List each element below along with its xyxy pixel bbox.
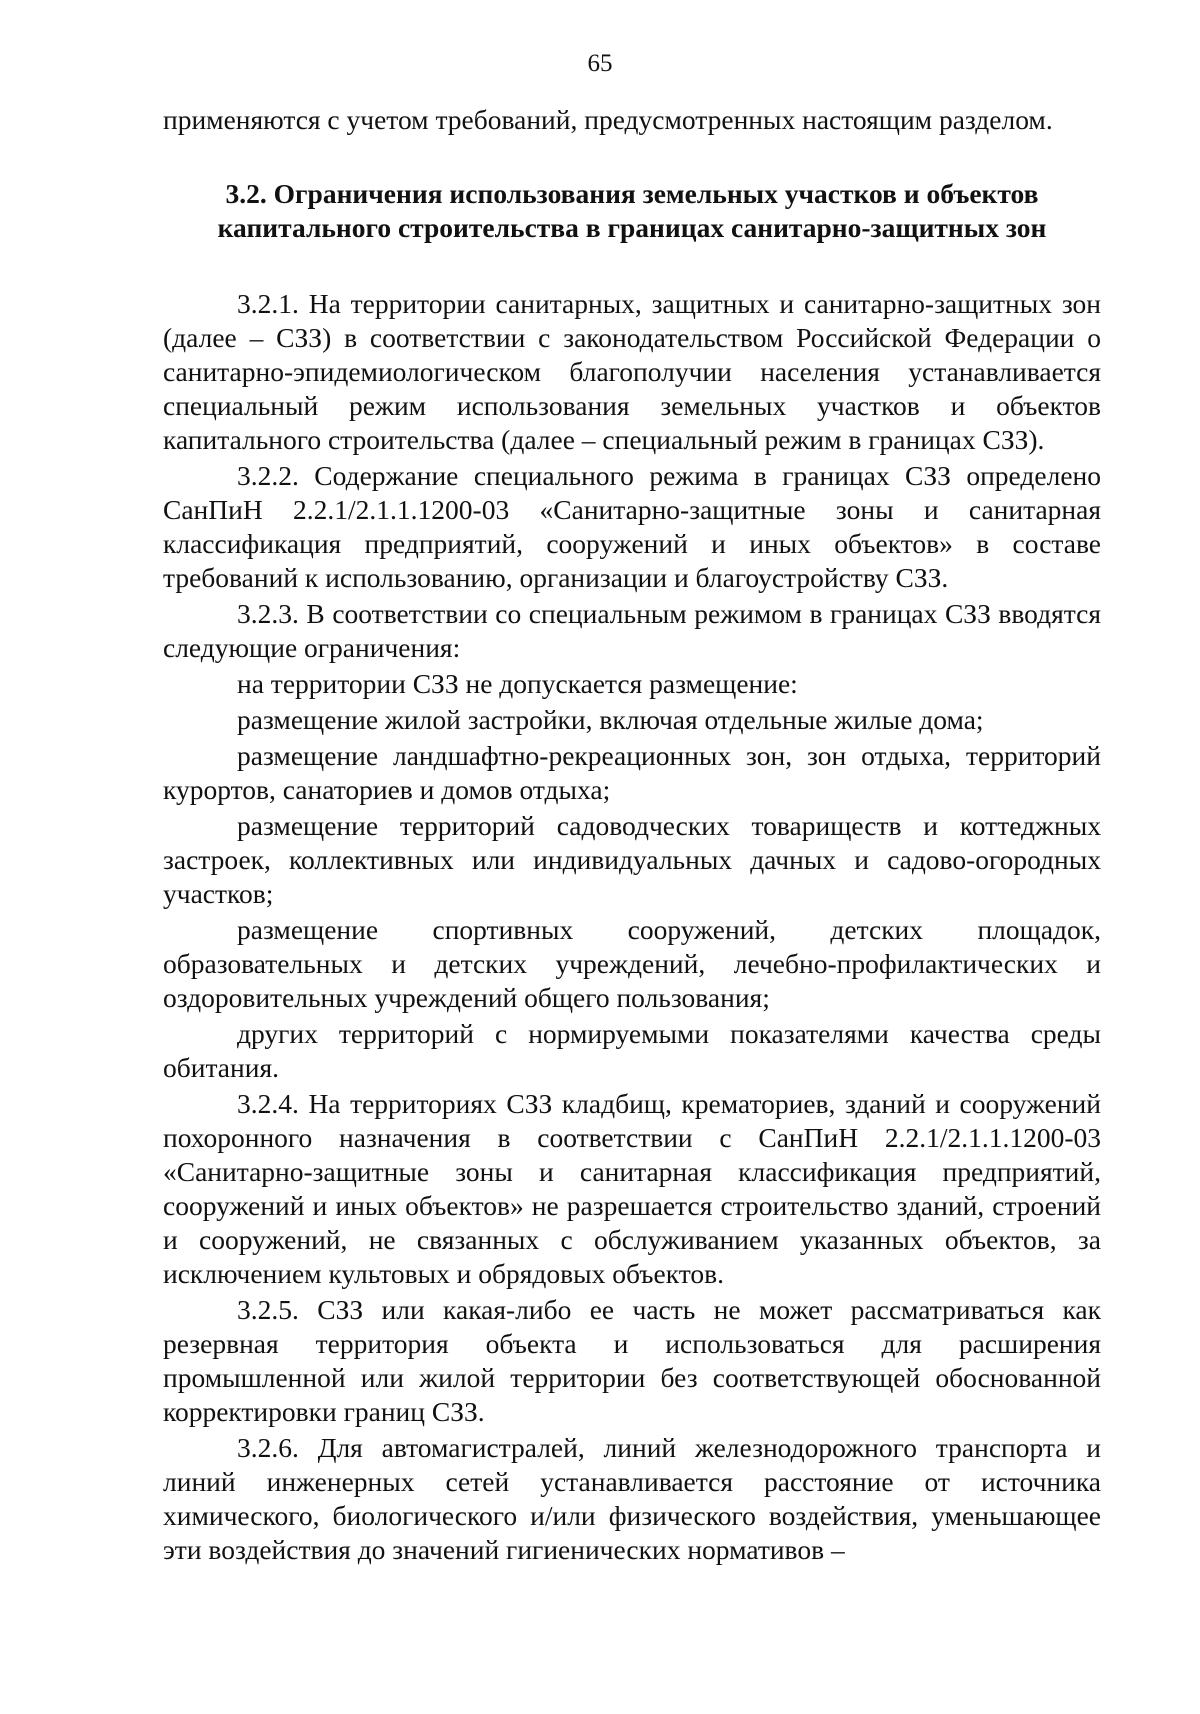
section-heading (163, 177, 1101, 245)
paragraph-3-2-4: 3.2.4. На территориях СЗЗ кладбищ, крематориев, зданий и сооружений похоронного назначения в соответствии с СанПиН 2.2.1/2.1.1.1200-03 «Санитарно-защитные зоны и санитарная классификация предприятий, сооружений и иных объектов» не разрешается строительство зданий, строений и сооружений, не связанных с обслуживанием указанных объектов, за исключением культовых и обрядовых объектов. (163, 1088, 1101, 1289)
paragraph-3-2-3: 3.2.3. В соответствии со специальным режимом в границах СЗЗ вводятся следующие ограничения: (163, 598, 1101, 663)
intro-paragraph: применяются с учетом требований, предусмотренных настоящим разделом. (163, 104, 1053, 135)
list-item-other-territories: других территорий с нормируемыми показателями качества среды обитания. (163, 1018, 1101, 1083)
list-item-gardening: размещение территорий садоводческих товариществ и коттеджных застроек, коллективных или индивидуальных дачных и садово-огородных участков; (163, 810, 1101, 909)
paragraph-3-2-1: 3.2.1. На территории санитарных, защитных и санитарно-защитных зон (далее – СЗЗ) в соответствии с законодательством Российской Федерации о санитарно-эпидемиологическом благополучии населения устанавливается специальный режим использования земельных участков и объектов капитального строительства (далее – специальный режим в границах СЗЗ). (163, 288, 1101, 455)
document-body (163, 103, 1101, 1567)
paragraph-3-2-6: 3.2.6. Для автомагистралей, линий железнодорожного транспорта и линий инженерных сетей устанавливается расстояние от источника химического, биологического и/или физического воздействия, уменьшающее эти воздействия до значений гигиенических нормативов – (163, 1432, 1101, 1565)
list-item-sports: размещение спортивных сооружений, детских площадок, образовательных и детских учреждений, лечебно-профилактических и оздоровительных учреждений общего пользования; (163, 914, 1101, 1013)
page-number: 65 (587, 50, 613, 77)
list-intro: на территории СЗЗ не допускается размещение: (237, 668, 798, 699)
list-item-recreational: размещение ландшафтно-рекреационных зон, зон отдыха, территорий курортов, санаториев и домов отдыха; (163, 740, 1101, 805)
section-heading-line-1: 3.2. Ограничения использования земельных участков и объектов (225, 178, 1039, 209)
paragraph-3-2-2: 3.2.2. Содержание специального режима в границах СЗЗ определено СанПиН 2.2.1/2.1.1.1200-03 «Санитарно-защитные зоны и санитарная классификация предприятий, сооружений и иных объектов» в составе требований к использованию, организации и благоустройству СЗЗ. (163, 460, 1101, 593)
paragraph-3-2-5: 3.2.5. СЗЗ или какая-либо ее часть не может рассматриваться как резервная территория объекта и использоваться для расширения промышленной или жилой территории без соответствующей обоснованной корректировки границ СЗЗ. (163, 1294, 1101, 1427)
list-item-residential: размещение жилой застройки, включая отдельные жилые дома; (237, 704, 984, 735)
section-heading-line-2: капитального строительства в границах санитарно-защитных зон (217, 212, 1047, 243)
